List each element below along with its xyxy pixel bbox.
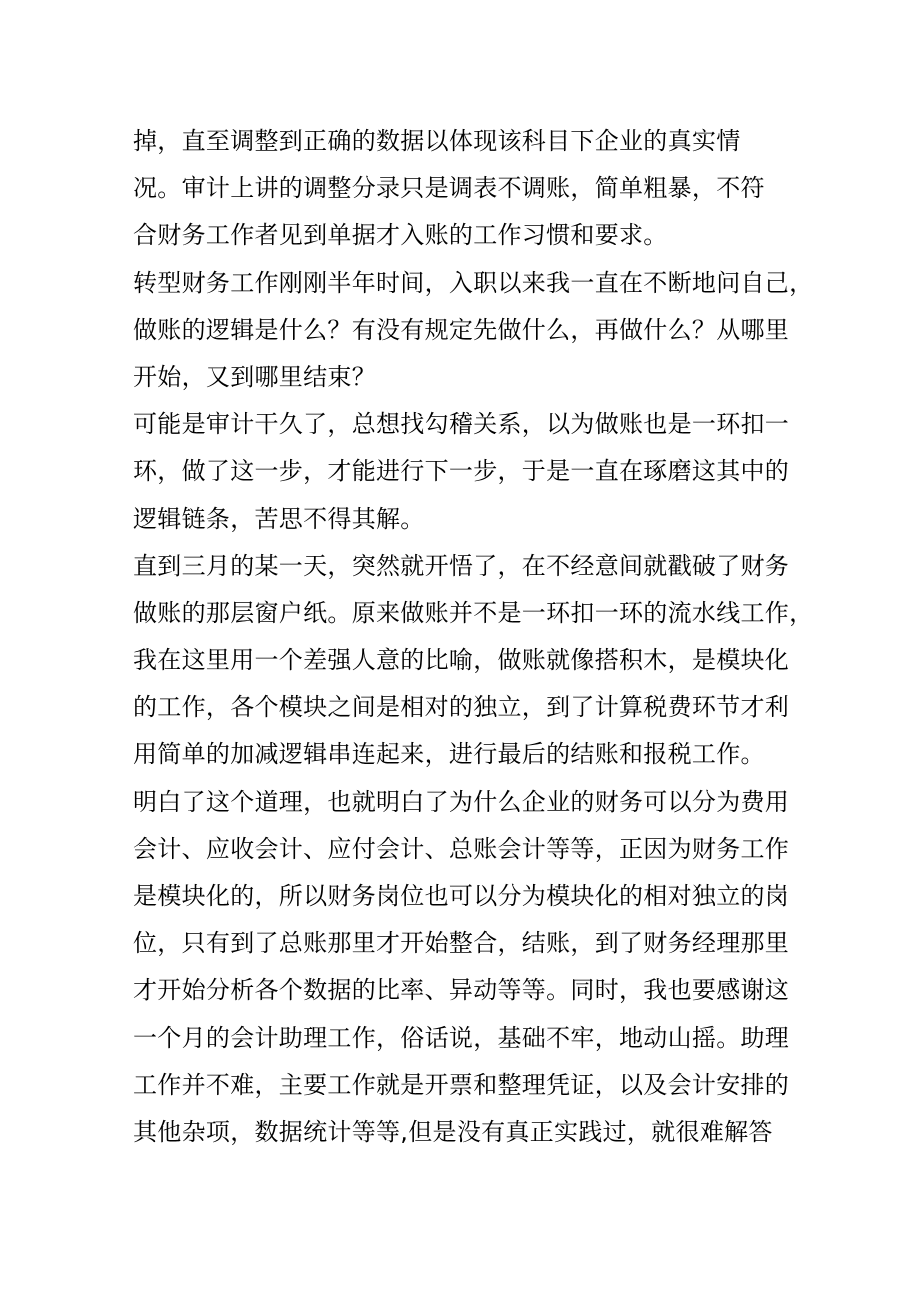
- text-line: 会计、应收会计、应付会计、总账会计等等，正因为财务工作: [133, 834, 790, 863]
- text-line: 逻辑链条，苦思不得其解。: [133, 504, 425, 533]
- text-line: 况。审计上讲的调整分录只是调表不调账，简单粗暴，不符: [133, 174, 765, 203]
- text-line: 一个月的会计助理工作，俗话说，基础不牢，地动山摇。助理: [133, 1023, 790, 1052]
- text-line: 环，做了这一步，才能进行下一步，于是一直在琢磨这其中的: [133, 457, 790, 486]
- text-line: 掉，直至调整到正确的数据以体现该科目下企业的真实情: [133, 127, 741, 155]
- text-line: 才开始分析各个数据的比率、异动等等。同时，我也要感谢这: [133, 976, 790, 1005]
- text-line: 工作并不难，主要工作就是开票和整理凭证，以及会计安排的: [133, 1070, 790, 1099]
- text-line: 我在这里用一个差强人意的比喻，做账就像搭积木，是模块化: [133, 646, 790, 675]
- text-line: 可能是审计干久了，总想找勾稽关系，以为做账也是一环扣一: [133, 410, 790, 439]
- text-line: 做账的那层窗户纸。原来做账并不是一环扣一环的流水线工作，: [133, 598, 814, 627]
- text-line: 用简单的加减逻辑串连起来，进行最后的结账和报税工作。: [133, 740, 765, 769]
- text-line: 明白了这个道理，也就明白了为什么企业的财务可以分为费用: [133, 787, 790, 816]
- text-line: 转型财务工作刚刚半年时间，入职以来我一直在不断地问自己，: [133, 268, 814, 297]
- text-line: 是模块化的，所以财务岗位也可以分为模块化的相对独立的岗: [133, 882, 790, 910]
- text-line: 直到三月的某一天，突然就开悟了，在不经意间就戳破了财务: [133, 551, 790, 580]
- text-line: 其他杂项，数据统计等等,但是没有真正实践过，就很难解答: [133, 1117, 773, 1146]
- text-line: 的工作，各个模块之间是相对的独立，到了计算税费环节才利: [133, 693, 790, 722]
- text-line: 合财务工作者见到单据才入账的工作习惯和要求。: [133, 221, 668, 250]
- document-body: [133, 118, 814, 1156]
- text-line: 开始，又到哪里结束？: [133, 362, 376, 391]
- text-line: 做账的逻辑是什么？有没有规定先做什么，再做什么？从哪里: [133, 315, 790, 344]
- text-line: 位，只有到了总账那里才开始整合，结账，到了财务经理那里: [133, 929, 790, 958]
